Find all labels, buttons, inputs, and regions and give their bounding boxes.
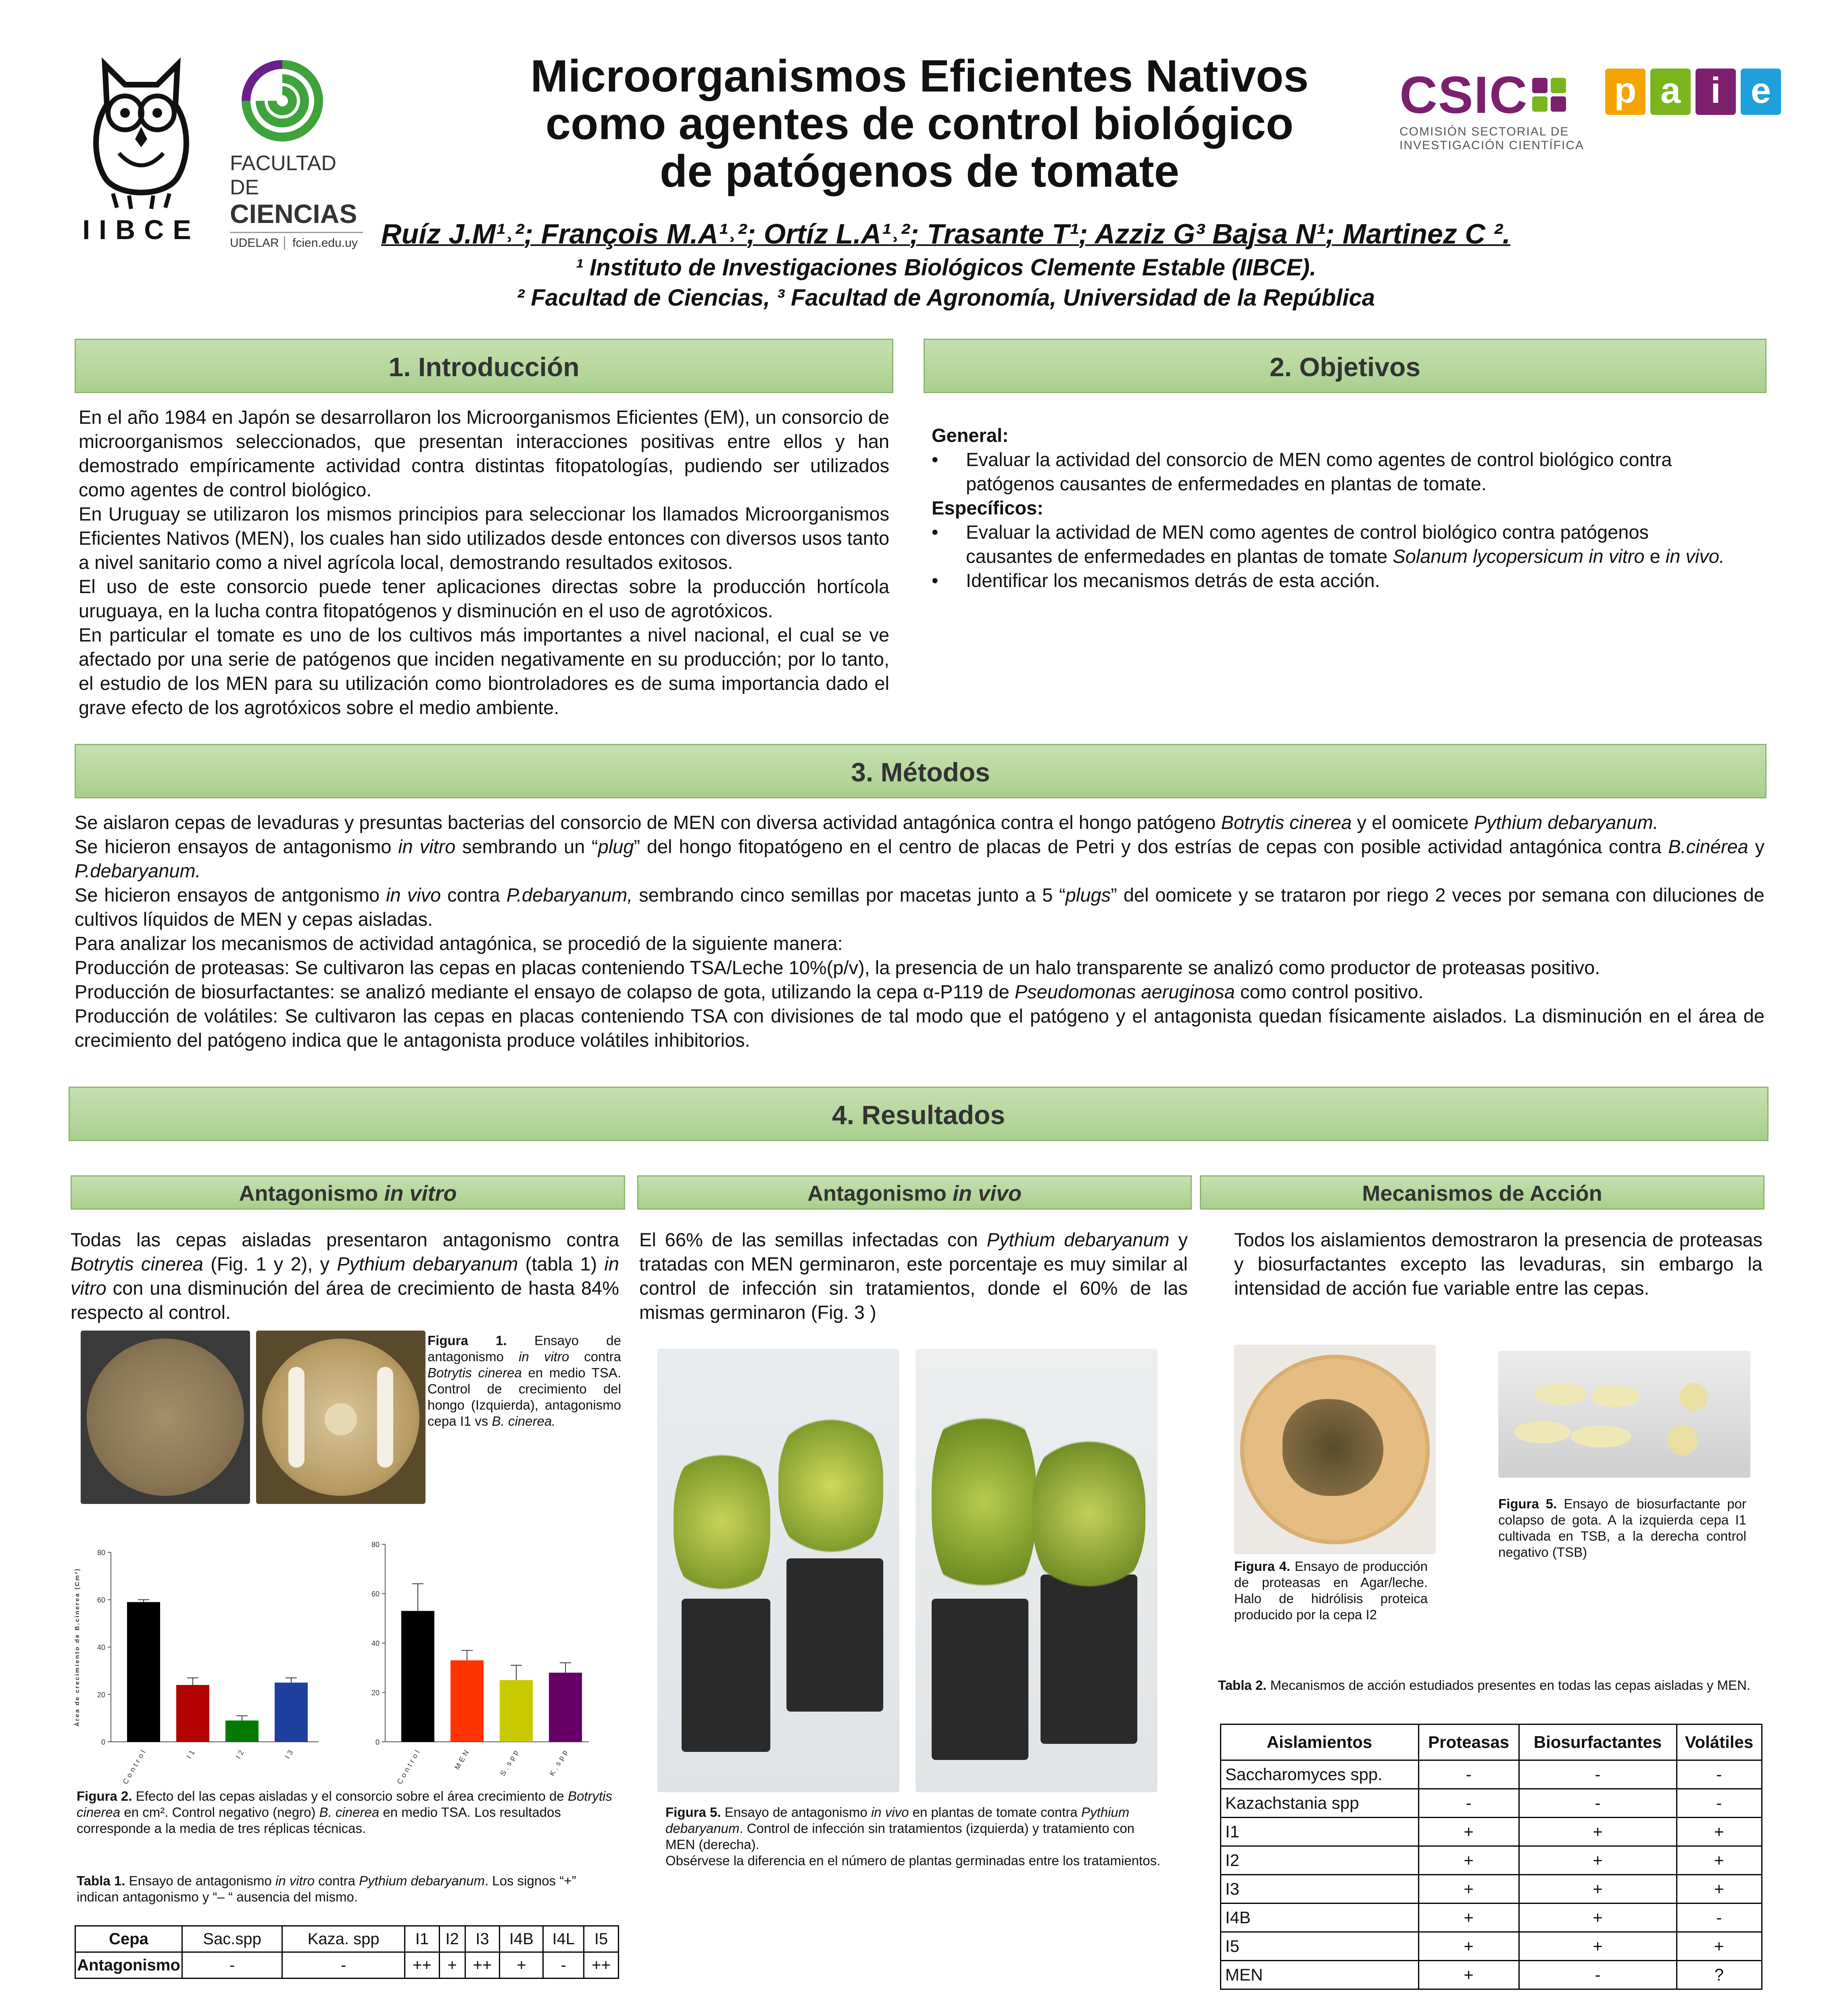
x-tick-label: MEN (453, 1747, 472, 1771)
bar (225, 1720, 259, 1742)
paie-logo (1605, 69, 1781, 115)
facultad-label: FACULTAD DE (230, 152, 336, 199)
methods-line-6 (75, 980, 1764, 1004)
bar (549, 1673, 582, 1742)
tab2-caption (1218, 1677, 1762, 1693)
table2-cell: + (1677, 1932, 1762, 1961)
table2-row (1221, 1961, 1762, 1989)
y-axis-label: Área de crecimiento de B.cinerea (Cm²) (74, 1567, 81, 1727)
t1-h1: Sac.spp (182, 1926, 282, 1952)
fvv-c: en plantas de tomate contra (909, 1805, 1081, 1820)
bar (127, 1602, 160, 1742)
specific-item-1: • Evaluar la actividad de MEN como agentes de control biológico contra patógenos causantes de enfermedades en plantas de tomate Solanum lycopersicum in vitro e in vivo. (932, 521, 1725, 567)
fvv-e: . Control de infección sin tratamientos (izquierda) y tratamiento con MEN (derecha). (665, 1821, 1135, 1852)
table2-cell: - (1677, 1789, 1762, 1818)
table2-strain: Kazachstania spp (1221, 1789, 1419, 1818)
x-tick-label: S.spp (498, 1747, 521, 1777)
t1-r3: ++ (405, 1952, 439, 1979)
table2-cell: - (1419, 1760, 1519, 1789)
vv-a: El 66% de las semillas infectadas con (639, 1229, 987, 1250)
bar (500, 1680, 533, 1742)
vv-c: y tratadas con MEN germinaron, este porcentaje es muy similar al control de infección sin tratamientos, donde el 60% de las mismas germinaron (Fig. 3 ) (639, 1229, 1188, 1323)
fvv-d: Pythium debaryanum (665, 1805, 1130, 1836)
methods-line-5: Producción de proteasas: Se cultivaron las cepas en placas conteniendo TSA/Leche 10%(p/v), la presencia de un halo transparente se analizó como productor de proteasas positivo. (75, 957, 1600, 978)
table2-header: Proteasas (1419, 1724, 1519, 1760)
bar (275, 1683, 308, 1742)
specific-label: Específicos: (932, 497, 1043, 519)
tab1-caption (77, 1873, 613, 1905)
tab1-f: . Los signos “+” indican antagonismo y “– “ ausencia del mismo. (77, 1873, 576, 1904)
x-tick-label: Control (395, 1747, 423, 1786)
bar (176, 1685, 209, 1742)
tab1-d: contra (315, 1873, 359, 1888)
x-tick-label: Control (121, 1747, 148, 1786)
m3e: sembrando cinco semillas por macetas junto a 5 “ (632, 884, 1066, 906)
fig2-e: en medio TSA. Los resultados corresponde a la media de tres réplicas técnicas. (77, 1805, 561, 1836)
table2-cell: + (1419, 1875, 1519, 1904)
y-tick-label: 40 (97, 1643, 105, 1652)
ciencias-label: CIENCIAS (230, 199, 357, 229)
vitro-heading (71, 1175, 625, 1210)
vt-g: con una disminución del área de crecimiento de hasta 84% respecto al control. (71, 1277, 619, 1323)
table2-row (1221, 1846, 1762, 1875)
paie-letter-p: p (1605, 69, 1645, 115)
plants-men-photo (916, 1349, 1157, 1792)
y-tick-label: 80 (371, 1541, 380, 1549)
vitro-text (71, 1228, 619, 1325)
csic-text: CSIC (1399, 65, 1528, 124)
fig5-label: Figura 5. (1498, 1496, 1557, 1511)
m2e: ” del hongo fitopatógeno en el centro de placas de Petri y dos estrías de cepas con posible actividad antagónica contra (634, 836, 1668, 857)
table2-cell: - (1519, 1961, 1677, 1989)
methods-line-4: Para analizar los mecanismos de actividad antagónica, se procedió de la siguiente manera: (75, 933, 843, 954)
fig1-a: Ensayo de antagonismo (428, 1333, 621, 1364)
plants-control-photo (657, 1349, 899, 1792)
mech-text: Todos los aislamientos demostraron la presencia de proteasas y biosurfactantes excepto las levaduras, sin embargo la intensidad de acción fue variable entre las cepas. (1234, 1229, 1762, 1299)
y-tick-label: 60 (371, 1590, 380, 1598)
specific-2-text: Identificar los mecanismos detrás de esta acción. (966, 570, 1380, 591)
m3f: plugs (1065, 884, 1111, 906)
vt-b: Botrytis cinerea (71, 1253, 204, 1275)
specific-1-joiner: e (1644, 546, 1666, 567)
x-tick-label: I3 (283, 1747, 296, 1760)
fig4-text: Ensayo de producción de proteasas en Agar/leche. Halo de hidrólisis proteica producido por la cepa I2 (1234, 1559, 1428, 1622)
table2-row (1221, 1932, 1762, 1961)
general-label: General: (932, 425, 1009, 446)
objectives-heading: 2. Objetivos (924, 339, 1766, 393)
iibce-logo-text: IIBCE (82, 215, 200, 245)
m2h: P.debaryanum. (75, 860, 201, 881)
table2-strain: Saccharomyces spp. (1221, 1760, 1419, 1789)
table2-cell: + (1519, 1818, 1677, 1846)
csic-sub-1: COMISIÓN SECTORIAL DE (1399, 125, 1569, 138)
table2-cell: - (1519, 1760, 1677, 1789)
ammonite-icon (238, 56, 327, 145)
fvv-b: in vivo (871, 1805, 909, 1820)
affiliation-2: ² Facultad de Ciencias, ³ Facultad de Agronomía, Universidad de la República (516, 285, 1375, 311)
table1-value-row (75, 1952, 619, 1979)
tab1-b: Ensayo de antagonismo (125, 1873, 275, 1888)
t1-h6: I4B (500, 1926, 543, 1952)
intro-paragraph-3: El uso de este consorcio puede tener aplicaciones directas sobre la producción hortícola uruguaya, en la lucha contra fitopatógenos y disminución en el uso de agrotóxicos. (79, 576, 889, 621)
table2-cell: + (1519, 1932, 1677, 1961)
table2-strain: MEN (1221, 1961, 1419, 1989)
general-item: • Evaluar la actividad del consorcio de MEN como agentes de control biológico contra patógenos causantes de enfermedades en plantas de tomate. (932, 448, 1738, 496)
affiliation-1: ¹ Instituto de Investigaciones Biológicos Clemente Estable (IIBCE). (575, 254, 1316, 281)
t1-h0: Cepa (75, 1926, 182, 1952)
table2-strain: I2 (1221, 1846, 1419, 1875)
y-tick-label: 20 (371, 1689, 380, 1697)
table2-header: Aislamientos (1221, 1724, 1419, 1760)
table2-cell: + (1419, 1932, 1519, 1961)
owl-icon (81, 56, 202, 210)
objectives-text (932, 423, 1738, 593)
tab1-label: Tabla 1. (77, 1873, 125, 1888)
m3g: ” del oomicete y se trataron por riego 2 veces por semana con diluciones de cultivos líquidos de MEN y cepas aisladas. (75, 884, 1764, 930)
csic-logo (1399, 65, 1593, 157)
csic-squares-icon (1532, 78, 1566, 112)
m1d: Pythium debaryanum. (1474, 812, 1658, 833)
m3c: contra (441, 884, 507, 906)
table-antagonism (75, 1925, 619, 1979)
bar (401, 1611, 434, 1742)
x-tick-label: K.spp (548, 1747, 570, 1777)
table2-header: Volátiles (1677, 1724, 1762, 1760)
protease-plate-photo (1234, 1345, 1436, 1554)
t1-r2: - (282, 1952, 405, 1979)
intro-paragraph-1: En el año 1984 en Japón se desarrollaron los Microorganismos Eficientes (EM), un consorcio de microorganismos seleccionados, que presentan interacciones positivas entre ellos y han demostrado empíricamente actividad contra distintas fitopatologías, pudiendo ser utilizados como agentes de control biológico. (79, 406, 889, 500)
petri-antagonism-photo (256, 1331, 425, 1504)
tab1-c: in vitro (275, 1873, 315, 1888)
results-heading: 4. Resultados (69, 1087, 1769, 1141)
petri-control-photo (81, 1331, 250, 1504)
vt-d: Pythium debaryanum (337, 1253, 518, 1275)
t1-r5: ++ (465, 1952, 500, 1979)
table2-strain: I1 (1221, 1818, 1419, 1846)
t1-h7: I4L (543, 1926, 584, 1952)
table2-cell: + (1419, 1904, 1519, 1932)
m2a: Se hicieron ensayos de antagonismo (75, 836, 398, 857)
fig2-b: Botrytis cinerea (77, 1789, 612, 1820)
table2-row (1221, 1760, 1762, 1789)
fig1-b: in vitro (519, 1349, 569, 1364)
t1-r7: - (543, 1952, 584, 1979)
fig5-mech-caption (1498, 1496, 1746, 1560)
table2-cell: ? (1677, 1961, 1762, 1989)
m1b: Botrytis cinerea (1221, 812, 1352, 833)
table2-strain: I4B (1221, 1904, 1419, 1932)
y-tick-label: 80 (97, 1549, 105, 1557)
vivo-text (639, 1228, 1188, 1325)
table2-strain: I3 (1221, 1875, 1419, 1904)
t1-h8: I5 (584, 1926, 619, 1952)
chart-growth-area-consortium (347, 1528, 605, 1790)
iibce-logo (81, 56, 202, 245)
y-tick-label: 20 (97, 1691, 105, 1699)
table2-cell: + (1677, 1846, 1762, 1875)
t1-h5: I3 (465, 1926, 500, 1952)
mech-heading: Mecanismos de Acción (1200, 1175, 1764, 1210)
drop-collapse-photo (1498, 1351, 1750, 1478)
m1c: y el oomicete (1351, 812, 1474, 833)
specific-item-2: • Identificar los mecanismos detrás de esta acción. (932, 569, 1738, 593)
methods-line-1 (75, 810, 1764, 835)
t1-h4: I2 (439, 1926, 465, 1952)
table2-cell: - (1677, 1760, 1762, 1789)
table1-header-row (75, 1926, 619, 1952)
table2-row (1221, 1789, 1762, 1818)
methods-line-3 (75, 883, 1764, 931)
fcien-url: fcien.edu.uy (292, 236, 358, 250)
fig2-caption (77, 1788, 613, 1837)
t1-h2: Kaza. spp (282, 1926, 405, 1952)
fig1-d: Botrytis cinerea (428, 1365, 522, 1380)
table2-row (1221, 1904, 1762, 1932)
fig1-label: Figura 1. (428, 1333, 507, 1348)
m3d: P.debaryanum, (506, 884, 633, 906)
facultad-ciencias-logo (230, 56, 363, 250)
fig4-label: Figura 4. (1234, 1559, 1291, 1574)
methods-text (75, 810, 1764, 1052)
specific-1-vivo: in vivo. (1665, 546, 1725, 567)
y-tick-label: 0 (101, 1738, 105, 1746)
intro-text (79, 405, 889, 720)
paie-letter-a: a (1650, 69, 1691, 115)
m2c: sembrando un “ (455, 836, 598, 857)
fig2-a: Efecto del las cepas aisladas y el consorcio sobre el área crecimiento de (132, 1789, 568, 1804)
m2b: in vitro (398, 836, 456, 857)
methods-heading: 3. Métodos (75, 744, 1766, 798)
fvv-f: Obsérvese la diferencia en el número de plantas germinadas entre los tratamientos. (665, 1853, 1161, 1868)
table2-cell: + (1519, 1904, 1677, 1932)
title-line-3: de patógenos de tomate (659, 146, 1180, 196)
vt-f: in vitro (71, 1253, 619, 1299)
vivo-heading-a: Antagonismo (807, 1181, 953, 1206)
y-tick-label: 60 (97, 1596, 105, 1604)
vv-b: Pythium debaryanum (986, 1229, 1170, 1250)
m6a: Producción de biosurfactantes: se analizó mediante el ensayo de colapso de gota, utilizando la cepa α-P119 de (75, 981, 1015, 1002)
x-tick-label: I1 (185, 1747, 198, 1760)
m2g: y (1748, 836, 1765, 857)
t1-r6: + (500, 1952, 543, 1979)
table2-row (1221, 1875, 1762, 1904)
general-item-text: Evaluar la actividad del consorcio de MEN como agentes de control biológico contra patógenos causantes de enfermedades en plantas de tomate. (966, 449, 1672, 494)
vivo-heading (637, 1175, 1192, 1210)
vt-a: Todas las cepas aisladas presentaron antagonismo contra (71, 1229, 619, 1250)
vt-c: (Fig. 1 y 2), y (203, 1253, 337, 1275)
poster-title (436, 52, 1404, 195)
m3b: in vivo (386, 884, 441, 906)
table2-cell: + (1677, 1875, 1762, 1904)
m6c: como control positivo. (1235, 981, 1424, 1002)
table2-row (1221, 1818, 1762, 1846)
m6b: Pseudomonas aeruginosa (1014, 981, 1235, 1002)
fig2-label: Figura 2. (77, 1789, 132, 1804)
table2-cell: + (1419, 1846, 1519, 1875)
csic-sub-2: INVESTIGACIÓN CIENTÍFICA (1399, 139, 1585, 152)
y-tick-label: 40 (371, 1639, 380, 1647)
table2-cell: + (1677, 1818, 1762, 1846)
paie-letter-e: e (1741, 69, 1781, 115)
t1-r8: ++ (584, 1952, 619, 1979)
table2-header: Biosurfactantes (1519, 1724, 1677, 1760)
vt-e: (tabla 1) (518, 1253, 605, 1275)
specific-1-text: Evaluar la actividad de MEN como agentes de control biológico contra patógenos causantes de enfermedades en plantas de tomate (966, 521, 1649, 567)
authors: Ruíz J.M¹˒²; François M.A¹˒²; Ortíz L.A¹˒²; Trasante T¹; Azziz G³ Bajsa N¹; Martinez C ². (381, 218, 1510, 250)
m3a: Se hicieron ensayos de antgonismo (75, 884, 386, 906)
t1-h3: I1 (405, 1926, 439, 1952)
methods-line-2 (75, 835, 1764, 883)
chart-growth-area-strains (69, 1532, 335, 1790)
x-tick-label: I2 (234, 1747, 247, 1760)
table2-cell: - (1519, 1789, 1677, 1818)
t1-r4: + (439, 1952, 465, 1979)
m1a: Se aislaron cepas de levaduras y presuntas bacterias del consorcio de MEN con diversa actividad antagónica contra el hongo patógeno (75, 812, 1221, 833)
udelar-label: UDELAR (230, 236, 285, 250)
fig1-e: en medio TSA. Control de crecimiento del hongo (Izquierda), antagonismo cepa I1 vs (428, 1365, 621, 1429)
intro-paragraph-4: En particular el tomate es uno de los cultivos más importantes a nivel nacional, el cual se ve afectado por una serie de patógenos que inciden negativamente en su producción; por lo tanto, el estudio de los MEN para su utilización como biontroladores es de suma importancia dado el grave efecto de los agrotóxicos sobre el medio ambiente. (79, 624, 889, 718)
table2-cell: + (1419, 1818, 1519, 1846)
table2-cell: + (1519, 1875, 1677, 1904)
tab2-label: Tabla 2. (1218, 1678, 1267, 1693)
vitro-heading-a: Antagonismo (239, 1181, 384, 1206)
fig1-c: contra (569, 1349, 621, 1364)
bar (450, 1660, 484, 1742)
fig1-f: B. cinerea. (492, 1414, 556, 1429)
intro-heading: 1. Introducción (75, 339, 893, 393)
table2-cell: + (1419, 1961, 1519, 1989)
fig-vivo-caption (665, 1804, 1162, 1869)
m2f: B.cinérea (1668, 836, 1748, 857)
m2d: plug (598, 836, 634, 857)
y-tick-label: 0 (375, 1738, 380, 1746)
table2-cell: - (1419, 1789, 1519, 1818)
table2-cell: - (1677, 1904, 1762, 1932)
title-line-1: Microorganismos Eficientes Nativos (530, 51, 1309, 101)
t1-r0: Antagonismo (75, 1952, 182, 1979)
t1-r1: - (182, 1952, 282, 1979)
fig1-caption (428, 1333, 621, 1429)
fig2-d: B. cinerea (319, 1805, 380, 1820)
title-line-2: como agentes de control biológico (545, 98, 1294, 149)
fig5-text: Ensayo de biosurfactante por colapso de gota. A la izquierda cepa I1 cultivada en TSB, a la derecha control negativo (TSB) (1498, 1496, 1746, 1560)
vivo-heading-b: in vivo (952, 1181, 1022, 1206)
table2-header-row (1221, 1724, 1762, 1760)
table-mechanisms (1220, 1724, 1762, 1990)
table2-cell: + (1519, 1846, 1677, 1875)
fig4-caption (1234, 1558, 1428, 1623)
specific-1-species: Solanum lycopersicum in vitro (1393, 546, 1645, 567)
fig-vivo-label: Figura 5. (665, 1805, 721, 1820)
fvv-a: Ensayo de antagonismo (721, 1805, 871, 1820)
fig2-c: en cm². Control negativo (negro) (120, 1805, 319, 1820)
tab1-e: Pythium debaryanum (359, 1873, 485, 1888)
vitro-heading-b: in vitro (384, 1181, 457, 1206)
table2-strain: I5 (1221, 1932, 1419, 1961)
intro-paragraph-2: En Uruguay se utilizaron los mismos principios para seleccionar los llamados Microorganismos Eficientes Nativos (MEN), los cuales han sido utilizados desde entonces con diversos usos tanto a nivel sanitario como a nivel agrícola local, demostrando resultados exitosos. (79, 503, 889, 573)
methods-line-7: Producción de volátiles: Se cultivaron las cepas en placas conteniendo TSA con divisiones de tal modo que el patógeno y el antagonista quedan físicamente aislados. La disminución en el área de crecimiento del patógeno indica que le antagonista produce volátiles inhibitorios. (75, 1005, 1764, 1051)
tab2-text: Mecanismos de acción estudiados presentes en todas las cepas aisladas y MEN. (1266, 1678, 1751, 1693)
paie-letter-i: i (1696, 69, 1736, 115)
